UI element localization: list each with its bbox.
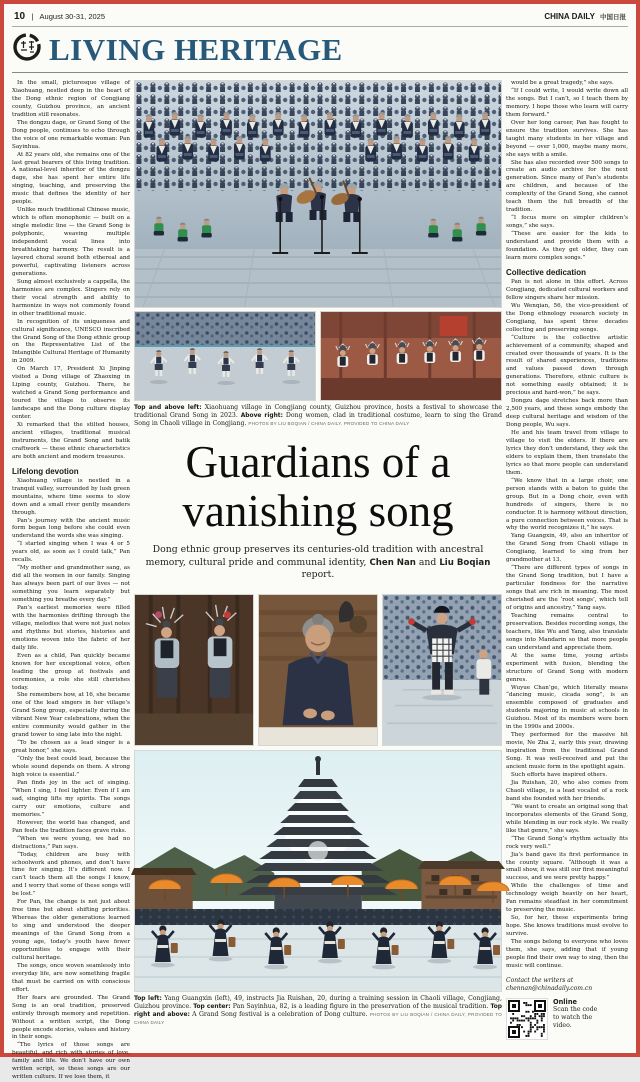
body-paragraph: On March 17, President Xi Jinping visited a Dong village of Zhaoxing in Liping county, Guizhou. There, he watched a Grand Song performance and toured the village to observe its landscape and the Dong culture display center. [12,366,130,421]
standfirst-text: Dong ethnic group preserves its centuries-old tradition with ancestral memory, cultural pride and communal identity, [145,544,484,568]
standfirst [140,544,496,582]
body-paragraph: Xi remarked that the stilted houses, ancient villages, traditional musical instruments, the Grand Song and batik craftwork — these ethnic characteristics are both ancient and modern treasures. [12,421,130,460]
middle-column [134,80,502,1044]
body-paragraph: Such efforts have inspired others. [511,772,608,779]
body-paragraph: “When we were young, we had no distractions,” Pan says. [12,835,130,850]
caption-text: Yang Guangxin (left), 49, instructs Jia Ruishan, 20, during a training session in Chaoli village, Congjiang, Guizhou province. [134,994,502,1010]
body-paragraph: “I focus more on simpler children’s songs,” she says. [506,215,628,230]
body-paragraph: “If I could write, I would write down all the songs. But I can’t, so I teach them by memory. I hope those who learn will carry them forward.” [506,87,628,118]
body-paragraph: Teaching remains central to preservation. Besides recording songs, the teachers, like Wu and Yang, also translate songs into Mandarin so that more people can understand and appreciate them. [506,612,628,651]
body-paragraph: However, the world has changed, and Pan feels the tradition faces grave risks. [12,819,130,834]
caption-label: Top right and above: [134,1003,502,1018]
issue-date: August 30-31, 2025 [39,12,106,21]
body-paragraph: At 82 years old, she remains one of the last great bearers of this living tradition. A national-level inheritor of the dongzu dage, she has spent her entire life singing, teaching, and preserving the music that defines the identity of her people. [12,151,130,206]
caption-bottom [134,995,502,1027]
right-column [506,80,628,1044]
body-paragraph: The songs belong to everyone who loves them, she says, adding that if young people find their own way to sing, then the music will continue. [506,939,628,969]
body-paragraph: So, for her, these experiments bring hope. She knows traditions must evolve to survive. [506,915,628,938]
section-title: LIVING HERITAGE [49,31,343,67]
body-paragraph: They performed for the massive hit movie, Ne Zha 2, early this year, drawing inspiration from the traditional Grand Song. It was well-received and put the ancient music form in the spotlight again. [506,732,628,771]
body-paragraph: The dongzu dage, or Grand Song of the Dong people, continues to echo through the voice of one remarkable woman: Pan Sayinhua. [12,119,130,150]
body-paragraph: Jia Ruishan, 20, who also comes from Chaoli village, is a lead vocalist of a rock band she founded with her friends. [506,779,628,802]
body-paragraph: Sung almost exclusively a cappella, the harmonies are complex. Singers rely on their vocal strength and ability to harmonize in ways not commonly found in other traditional music. [12,278,130,317]
body-paragraph: Pan is not alone in this effort. Across Congjiang, dedicated cultural workers and fellow singers share her mission. [506,278,628,301]
body-paragraph: would be a great tragedy,” she says. [511,80,614,86]
contact-email: chennan@chinadaily.com.cn [506,984,593,992]
body-paragraph: Xiaohuang village is nestled in a tranquil valley, surrounded by lush green mountains, where time seems to slow down and a small river gently meanders through. [12,477,130,516]
photo-dancers-plaza [134,311,316,401]
caption-label: Top center: [193,1003,231,1010]
right-paragraphs-1 [506,80,628,263]
caption-segment [193,1003,490,1010]
photo-singing-lesson [320,311,502,401]
body-paragraph: Over her long career, Pan has fought to ensure the tradition survives. She has taught many students in her village and beyond — over 1,000, maybe many more, she says with a smile. [506,119,628,158]
body-paragraph: While the challenges of time and technology weigh heavily on her heart, Pan remains steadfast in her commitment to preserving the music. [506,883,628,914]
body-paragraph: “There are different types of songs in the Grand Song tradition, but I have a particular fondness for the narrative songs that are rich in meaning. The most cherished are the ‘root songs’, which tell of origins and ancestry,” Yang says. [506,565,628,611]
body-paragraph: The songs, once woven seamlessly into everyday life, are now something fragile that must be carried on with conscious effort. [12,962,130,993]
caption-text: Pan Sayinhua, 82, is a leading figure in the preservation of the musical tradition. [230,1002,491,1010]
body-paragraph: “I started singing when I was 4 or 5 years old, as soon as I could talk,” Pan recalls. [12,541,130,564]
dateline [12,4,628,27]
body-paragraph: She remembers how, at 16, she became one of the lead singers in her village’s Grand Song group, especially during the vibrant New Year celebrations, when the entire community would gather in the grand tower to sing late into the night. [12,692,130,739]
body-paragraph: He and his team travel from village to village to visit the elders. If there are lyrics they don’t understand, they ask the elders to explain them, then translate the lyrics so that more people can understand them. [506,430,628,476]
body-paragraph: “The Grand Song’s rhythm actually fits rock very well.” [506,835,628,850]
body-paragraph: Pan’s journey with the ancient music form began long before she could even understand the words she was singing. [12,517,130,540]
online-line: to watch the [553,1014,593,1022]
author-liu-boqian: Liu Boqian [439,557,491,568]
online-title: Online [553,997,577,1006]
body-paragraph: “Only the best could lead, because the whole sound depends on them. A strong high voice is essential.” [12,756,130,779]
body-paragraph: “We want to create an original song that incorporates elements of the Grand Song, while blending in our rock style. We really like that genre,” she says. [506,803,628,834]
body-paragraph: Pan finds joy in the act of singing. “When I sing, I feel lighter. Even if I am sad, singing lifts my spirits. The songs carry our emotions, culture and memories.” [12,779,130,818]
caption-text: A Grand Song festival is a celebration of Dong culture. [189,1010,370,1018]
photo-row-2 [134,311,502,401]
section-seal-icon [12,32,42,67]
caption-text: Xiaohuang village in Congjiang county, Guizhou province, hosts a festival to showcase the traditional Grand Song in 2023. [134,404,502,419]
body-paragraph: Yang Guangxin, 49, also an inheritor of the Grand Song from Chaoli village in Congjiang, learned to sing from her grandmother at 13. [506,533,628,564]
contact-line: Contact the writers at [506,976,574,984]
photo-row-3 [134,594,502,746]
left-paragraphs-2 [12,478,130,1082]
photo-credit-bottom: PHOTOS BY LIU BOQIAN / CHINA DAILY, PROVIDED TO CHINA DAILY [134,1011,502,1025]
right-paragraphs-2 [506,279,628,971]
photo-pan-sayinhua-portrait [258,594,378,746]
body-paragraph: Pan’s earliest memories were filled with the harmonies drifting through the village, melodies that were not just notes and rhythms but stories, histories and emotions woven into the fabric of her daily life. [12,605,130,651]
date-divider: | [31,12,34,21]
photo-credit-top: PHOTOS BY LIU BOQIAN / CHINA DAILY, PROVIDED TO CHINA DAILY [248,421,410,426]
body-paragraph: “My mother and grandmother sang, as did all the women in our family. Singing has always been part of our lives — not something you learn separately but something you breathe every day.” [12,565,130,604]
body-paragraph: Jia’s band gave its first performance in the county square. “Although it was a small show, it was still our first meaningful success, and we were pretty happy.” [506,851,628,882]
online-line: Scan the code [553,1006,598,1014]
body-paragraph: “The lyrics of those songs are beautiful, and rich with stories of love, family and life. We don’t have our own written script, so these songs are our written culture. If we lose them, it [12,1042,130,1081]
caption-text: Dong women, clad in traditional costume, learn to sing the Grand Song in Chaoli village in Congjiang. [134,412,502,427]
photo-festival-dancer [382,594,502,746]
contact-info [506,977,628,993]
caption-label: Top and above left: [134,405,202,411]
body-paragraph: Wu Wenqian, 56, the vice-president of the Dong ethnology research society in Congjiang, has spent three decades collecting and preserving songs. [506,302,628,333]
masthead-en: CHINA DAILY [544,12,595,21]
caption-top [134,404,502,428]
online-line: video. [553,1022,572,1030]
body-paragraph: Even as a child, Pan quickly became known for her exceptional voice, often leading the group at festivals and ceremonies, a role she still cherishes today. [12,652,130,691]
caption-label: Above right: [240,413,283,419]
author-chen-nan: Chen Nan [369,557,416,568]
body-paragraph: She has also recorded over 500 songs to create an audio archive for the next generation. Since many of Pan’s students are children, and because of the complexity of the Grand Song, she cannot teach them the full breadth of the tradition. [506,159,628,214]
left-column [12,80,130,1081]
standfirst-report: report. [301,569,335,580]
masthead [544,12,626,21]
subhead-lifelong-devotion: Lifelong devotion [12,466,79,476]
body-paragraph: Dongzu dage stretches back more than 2,500 years, and these songs embody the deep cultural heritage and wisdom of the Dong people, Wu says. [506,398,628,429]
photo-festival-stage [134,80,502,308]
online-box [506,998,628,1040]
body-paragraph: At the same time, young artists experiment with fusion, blending the structure of Grand Song with modern genres. [506,652,628,683]
headline: Guardians of a vanishing song [182,437,454,536]
body-paragraph: Wuyue Chan’ge, which literally means “dancing music, cicada song”, is an ensemble composed of graduates and students majoring in music at schools in Guizhou. Most of its members were born in the 1990s and 2000s. [506,684,628,731]
section-bar [12,27,628,73]
body-paragraph: In recognition of its uniqueness and cultural significance, UNESCO inscribed the Grand Song of the Dong ethnic group on the Representative List of the Intangible Cultural Heritage of Humanity in 2009. [12,318,130,365]
article-columns [12,73,628,1081]
caption-label: Top left: [134,995,162,1002]
body-paragraph: “Today, children are busy with schoolwork and phones, and don’t have time for singing. It’s different now. I can’t teach them all the songs I know, and I worry that some of these songs will be lost.” [12,851,130,898]
body-paragraph: In the small, picturesque village of Xiaohuang, nestled deep in the heart of the Dong ethnic region of Congjiang county, Guizhou province, an ancient tradition still resonates. [12,80,130,118]
page-number: 10 [14,11,26,22]
body-paragraph: “These are easier for the kids to understand and provide them with a foundation. As they get older, they can learn more complex songs.” [506,231,628,261]
body-paragraph: “We know that in a large choir, one person stands with a baton to guide the group. But in a Dong choir, even with hundreds of singers, there is no conductor. It is harmony without direction, a pure connection between voices. That is why the world recognizes it,” he says. [506,477,628,532]
masthead-cn: 中国日报 [600,13,626,21]
page-number-date [14,11,105,22]
body-paragraph: Her fears are grounded. The Grand Song is an oral tradition, preserved entirely through memory and repetition. Without a written script, the Dong people encode stories, values and history in their songs. [12,994,130,1041]
standfirst-and: and [415,556,440,568]
body-paragraph: For Pan, the change is not just about free time but about shifting priorities. Whereas the older generations learned to sing and understood the deeper meanings of the Grand Song from a young age, today’s youth have fewer opportunities to engage with their cultural heritage. [12,899,130,961]
qr-code [506,998,548,1040]
body-paragraph: Unlike much traditional Chinese music, which is often monophonic — built on a single melodic line — the Grand Song is polyphonic, weaving multiple independent vocal lines into breathtaking harmony. The result is a layered choral sound both ethereal and powerful, captivating listeners across generations. [12,207,130,277]
subhead-collective-dedication: Collective dedication [506,267,587,277]
body-paragraph: “To be chosen as a lead singer is a great honor,” she says. [12,740,130,755]
photo-drum-tower [134,750,502,992]
body-paragraph: “Culture is the collective artistic achievement of a community, shaped and created over thousands of years. It is the result of shared experiences, traditions and values passed down through generations. Therefore, ethnic culture is not something easily obtained; it is precious and hard-won,” he says. [506,334,628,397]
left-paragraphs-1 [12,80,130,462]
photo-training-session [134,594,254,746]
online-text [553,998,597,1031]
online-lines [553,1006,597,1031]
